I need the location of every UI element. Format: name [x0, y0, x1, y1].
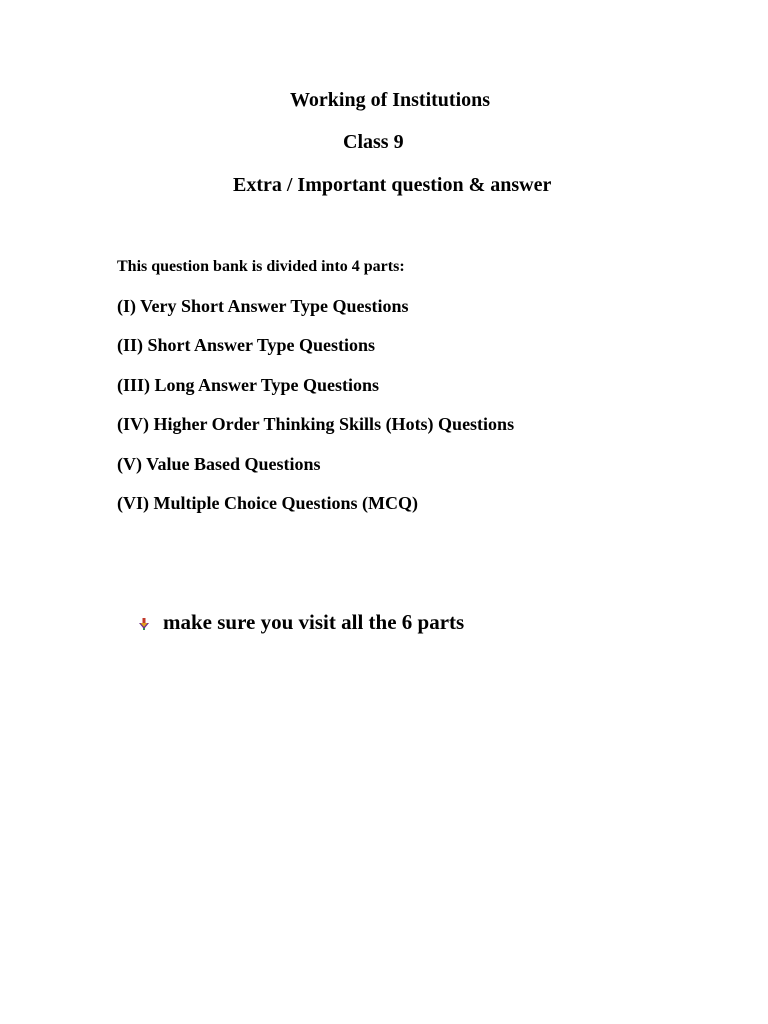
part-item: (VI) Multiple Choice Questions (MCQ): [117, 492, 418, 513]
note-line: [138, 610, 464, 635]
part-item: (IV) Higher Order Thinking Skills (Hots) Questions: [117, 414, 515, 435]
document-title: Working of Institutions: [290, 89, 491, 111]
parts-list: [117, 294, 514, 530]
part-item: (V) Value Based Questions: [117, 453, 321, 474]
arrow-down-bullet-icon: [138, 617, 150, 631]
part-item: (III) Long Answer Type Questions: [117, 374, 380, 395]
part-item: (I) Very Short Answer Type Questions: [117, 296, 409, 316]
note-text: make sure you visit all the 6 parts: [163, 610, 465, 634]
document-subtitle: Extra / Important question & answer: [233, 174, 552, 196]
part-item: (II) Short Answer Type Questions: [117, 335, 376, 356]
class-heading: Class 9: [343, 131, 404, 153]
intro-text: This question bank is divided into 4 parts:: [117, 258, 405, 275]
